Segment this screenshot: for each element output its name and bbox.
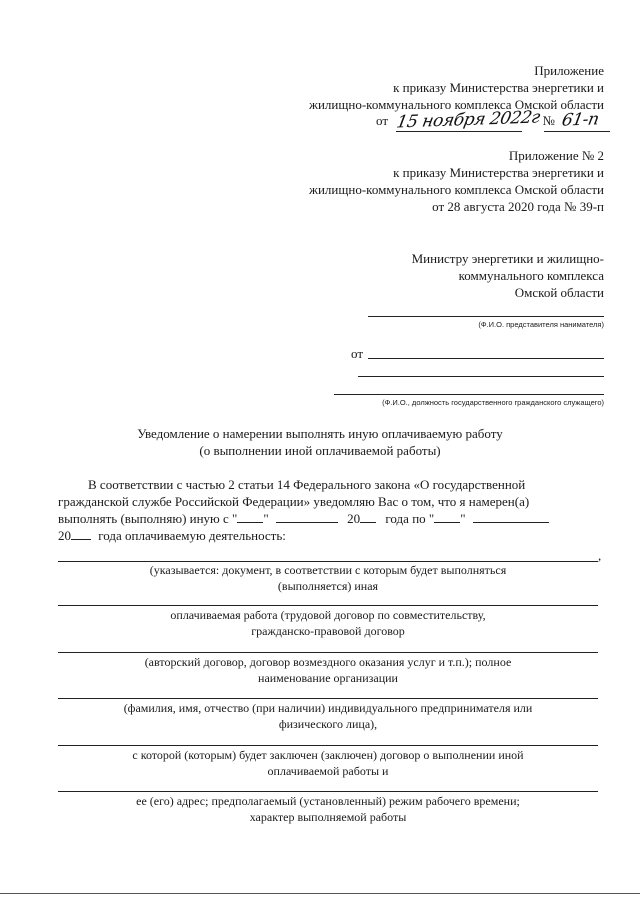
notice-title-line2: (о выполнении иной оплачиваемой работы)	[199, 443, 441, 458]
caption-1-line1: (указывается: документ, в соответствии с которым будет выполняться	[149, 563, 507, 577]
appendix2-line2: к приказу Министерства энергетики и	[393, 165, 604, 180]
caption-5-line2: оплачиваемой работы и	[267, 764, 389, 778]
body-line3	[58, 510, 549, 527]
activity-label: года оплачиваемую деятельность:	[98, 528, 286, 543]
caption-3-line1: (авторский договор, договор возмездного оказания услуг и т.п.); полное	[144, 655, 512, 669]
page-bottom-edge	[0, 893, 640, 894]
activity-line-5[interactable]	[58, 745, 598, 746]
caption-3-line2: наименование организации	[258, 671, 398, 685]
activity-line-2[interactable]	[58, 605, 598, 606]
appendix2-line1: Приложение № 2	[508, 148, 604, 163]
notice-title-line1: Уведомление о намерении выполнять иную оплачиваемую работу	[137, 426, 503, 441]
end-date-prefix: года по "	[385, 511, 435, 526]
appendix2-line4: от 28 августа 2020 года № 39-п	[432, 199, 604, 214]
start-year-field[interactable]	[360, 510, 376, 523]
activity-line-3[interactable]	[58, 652, 598, 653]
appendix2-line3: жилищно-коммунального комплекса Омской области	[308, 182, 604, 197]
end-month-field[interactable]	[473, 510, 549, 523]
caption-4-line2: физического лица),	[278, 717, 378, 731]
appendix-top-line1: Приложение	[534, 63, 604, 78]
activity-line-6[interactable]	[58, 791, 598, 792]
end-day-field[interactable]	[434, 510, 460, 523]
caption-6-line1: ее (его) адрес; предполагаемый (установленный) режим рабочего времени;	[136, 794, 520, 808]
handwritten-number: 61-п	[560, 109, 601, 131]
sender-caption: (Ф.И.О., должность государственного гражданского служащего)	[382, 398, 604, 407]
order-date-row	[376, 107, 601, 133]
end-year-field[interactable]	[71, 527, 91, 540]
sender-line-2	[358, 376, 604, 377]
number-underline	[544, 131, 610, 132]
body-line1: В соответствии с частью 2 статьи 14 Федерального закона «О государственной	[88, 477, 526, 492]
body-line4	[58, 527, 286, 544]
start-day-field[interactable]	[237, 510, 263, 523]
sender-from-label: от	[351, 346, 364, 361]
representative-fio-caption: (Ф.И.О. представителя нанимателя)	[478, 320, 604, 329]
body-line2: гражданской службе Российской Федерации» уведомляю Вас о том, что я намерен(а)	[58, 494, 530, 509]
representative-fio-line	[368, 316, 604, 317]
caption-2-line1: оплачиваемая работа (трудовой договор по совместительству,	[170, 608, 486, 622]
caption-2-line2: гражданско-правовой договор	[251, 624, 405, 638]
sender-line-3	[334, 394, 604, 395]
order-number-sign: №	[542, 113, 555, 128]
handwritten-date: 15 ноября 2022г	[395, 107, 542, 133]
start-month-field[interactable]	[276, 510, 338, 523]
caption-1-line2: (выполняется) иная	[277, 579, 379, 593]
addressee-line3: Омской области	[514, 285, 604, 300]
appendix-top-line3: жилищно-коммунального комплекса Омской области	[308, 97, 604, 112]
start-quote-close: "	[263, 511, 269, 526]
start-year-prefix: 20	[347, 511, 361, 526]
sender-line-1	[368, 358, 604, 359]
appendix-top-line2: к приказу Министерства энергетики и	[393, 80, 604, 95]
order-from-label: от	[376, 113, 389, 128]
addressee-line2: коммунального комплекса	[458, 268, 604, 283]
addressee-line1: Министру энергетики и жилищно-	[411, 251, 604, 266]
end-year-prefix: 20	[58, 528, 71, 543]
date-underline	[396, 131, 522, 132]
activity-line-4[interactable]	[58, 698, 598, 699]
caption-4-line1: (фамилия, имя, отчество (при наличии) индивидуального предпринимателя или	[123, 701, 533, 715]
start-date-prefix: выполнять (выполняю) иную с "	[58, 511, 238, 526]
end-quote-close: "	[460, 511, 466, 526]
caption-6-line2: характер выполняемой работы	[249, 810, 407, 824]
caption-5-line1: с которой (которым) будет заключен (заключен) договор о выполнении иной	[132, 748, 524, 762]
activity-line-comma: ,	[598, 548, 602, 563]
